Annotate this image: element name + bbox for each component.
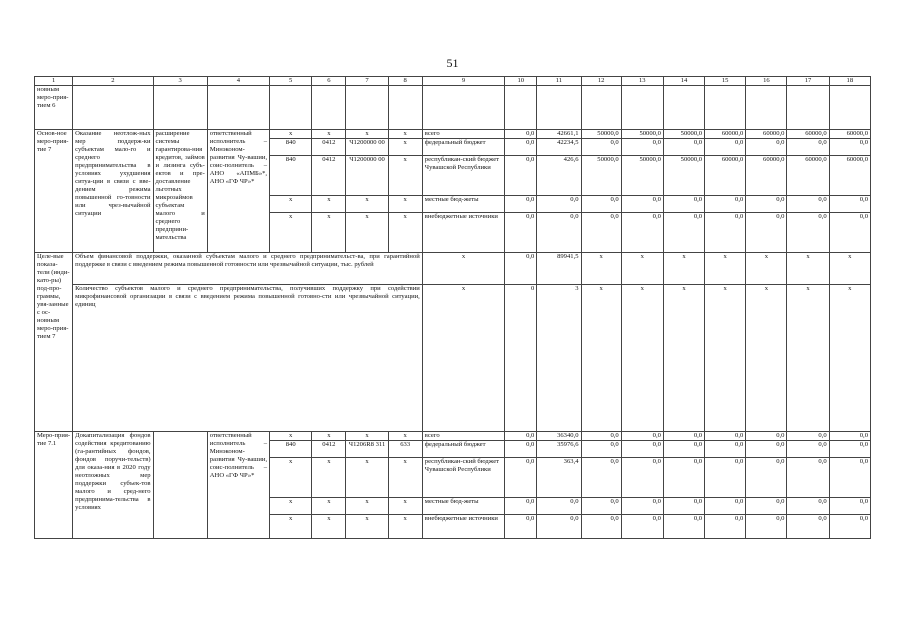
code-cell: x — [312, 458, 346, 498]
value-cell: 0,0 — [505, 515, 537, 539]
activity-goal: расширение системы гарантирова-ния кредитов, займов и лизинга субъ-ектов и пре-доставление льготных микрозаймов субъектам малого и среднего предприни-мательства — [153, 130, 207, 253]
code-cell: 840 — [270, 156, 312, 196]
activity-executor: ответственный исполнитель – Минэконом-развития Чу-вашии, соис-полнитель – АНО «ГФ ЧР»* — [207, 432, 269, 539]
value-cell: 426,6 — [537, 156, 581, 196]
header-cell: 17 — [787, 77, 829, 86]
funding-source: всего — [422, 130, 504, 139]
value-cell: 60000,0 — [829, 156, 870, 196]
code-cell: x — [346, 432, 388, 441]
code-cell: x — [388, 515, 422, 539]
code-cell: x — [312, 213, 346, 253]
value-cell: 0,0 — [581, 196, 621, 213]
value-cell: 0,0 — [829, 458, 870, 498]
continuation-row — [35, 86, 871, 130]
value-cell: 0,0 — [505, 130, 537, 139]
code-cell: 840 — [270, 441, 312, 458]
value-cell: 0,0 — [581, 139, 621, 156]
header-cell: 7 — [346, 77, 388, 86]
value-cell: 0,0 — [705, 441, 746, 458]
value-cell: 36340,0 — [537, 432, 581, 441]
target-value: 89941,5 — [537, 253, 581, 285]
value-cell: 0,0 — [621, 515, 663, 539]
code-cell: x — [346, 515, 388, 539]
header-cell: 5 — [270, 77, 312, 86]
value-cell: 0,0 — [505, 213, 537, 253]
activity-executor: ответственный исполнитель – Минэконом-развития Чу-вашии, соис-полнитель – АНО «АПМБ»*, АНО «ГФ ЧР»* — [207, 130, 269, 253]
value-cell: 50000,0 — [663, 156, 704, 196]
value-cell: 0,0 — [829, 213, 870, 253]
value-cell: 0,0 — [581, 432, 621, 441]
value-cell: 0,0 — [505, 139, 537, 156]
funding-source: местные бюд-жеты — [422, 498, 504, 515]
code-cell: x — [270, 213, 312, 253]
value-cell: 0,0 — [746, 139, 787, 156]
header-cell: 9 — [422, 77, 504, 86]
value-cell: 0,0 — [663, 432, 704, 441]
funding-source: федеральный бюджет — [422, 441, 504, 458]
value-cell: 0,0 — [537, 196, 581, 213]
target-value: 0 — [505, 285, 537, 432]
code-cell: x — [388, 213, 422, 253]
value-cell: 0,0 — [537, 498, 581, 515]
code-cell: x — [346, 458, 388, 498]
value-cell: 0,0 — [537, 213, 581, 253]
activity-title: Оказание неотлож-ных мер поддерж-ки субъектам мало-го и среднего предпринимательства в условиях ухудшения ситуа-ции в связи с вве-дением режима повышенной го-товности или чрез-вычайной ситуации — [73, 130, 153, 253]
header-row — [35, 77, 871, 86]
target-value: x — [581, 285, 621, 432]
code-cell: x — [270, 196, 312, 213]
header-cell: 10 — [505, 77, 537, 86]
target-value: x — [787, 285, 829, 432]
header-cell: 2 — [73, 77, 153, 86]
value-cell: 363,4 — [537, 458, 581, 498]
funding-source: республикан-ский бюджет Чувашской Республики — [422, 458, 504, 498]
code-cell: 633 — [388, 441, 422, 458]
value-cell: 50000,0 — [621, 130, 663, 139]
code-cell: x — [346, 498, 388, 515]
target-text: Объем финансовой поддержки, оказанной субъектам малого и среднего предпринимательст-ва, при гарантийной поддержке в связи с введением режима повышенной готовности или чрезвычайной ситуации, тыс. рублей — [73, 253, 423, 285]
target-c9: x — [422, 253, 504, 285]
value-cell: 0,0 — [621, 458, 663, 498]
activity-code: Основ-ное меро-прия-тие 7 — [35, 130, 73, 253]
code-cell: x — [312, 130, 346, 139]
value-cell: 0,0 — [829, 196, 870, 213]
target-value: x — [829, 253, 870, 285]
value-cell: 0,0 — [663, 458, 704, 498]
code-cell: x — [388, 498, 422, 515]
value-cell: 0,0 — [746, 498, 787, 515]
funding-source: федеральный бюджет — [422, 139, 504, 156]
value-cell: 60000,0 — [746, 156, 787, 196]
value-cell: 50000,0 — [663, 130, 704, 139]
value-cell: 0,0 — [746, 213, 787, 253]
funding-source: внебюджетные источники — [422, 515, 504, 539]
value-cell: 35976,6 — [537, 441, 581, 458]
funding-source: республикан-ский бюджет Чувашской Республики — [422, 156, 504, 196]
funding-source: всего — [422, 432, 504, 441]
value-cell: 0,0 — [746, 196, 787, 213]
target-value: x — [663, 253, 704, 285]
code-cell: x — [312, 432, 346, 441]
page-number: 51 — [446, 56, 459, 70]
code-cell: x — [388, 130, 422, 139]
code-cell: x — [270, 458, 312, 498]
header-cell: 16 — [746, 77, 787, 86]
value-cell: 0,0 — [829, 139, 870, 156]
code-cell: x — [312, 498, 346, 515]
value-cell: 0,0 — [787, 441, 829, 458]
value-cell: 0,0 — [705, 498, 746, 515]
code-cell: x — [312, 196, 346, 213]
value-cell: 0,0 — [581, 213, 621, 253]
value-cell: 0,0 — [621, 139, 663, 156]
header-cell: 12 — [581, 77, 621, 86]
value-cell: 0,0 — [746, 441, 787, 458]
code-cell: x — [388, 458, 422, 498]
code-cell: x — [270, 498, 312, 515]
activity-code: Меро-прия-тие 7.1 — [35, 432, 73, 539]
target-value: x — [705, 285, 746, 432]
header-cell: 1 — [35, 77, 73, 86]
code-cell: 0412 — [312, 156, 346, 196]
value-cell: 60000,0 — [787, 156, 829, 196]
value-cell: 0,0 — [829, 515, 870, 539]
value-cell: 0,0 — [581, 458, 621, 498]
value-cell: 0,0 — [787, 139, 829, 156]
value-cell: 42234,5 — [537, 139, 581, 156]
funding-source: местные бюд-жеты — [422, 196, 504, 213]
funding-row — [35, 432, 871, 441]
header-cell: 11 — [537, 77, 581, 86]
targets-label: Целе-вые показа-тели (инди-като-ры) под-про-граммы, увя-занные с ос-новным меро-прия-тием 7 — [35, 253, 73, 432]
header-cell: 8 — [388, 77, 422, 86]
code-cell: Ч1206R8 311 — [346, 441, 388, 458]
value-cell: 0,0 — [621, 432, 663, 441]
value-cell: 0,0 — [787, 213, 829, 253]
header-cell: 3 — [153, 77, 207, 86]
code-cell: x — [270, 432, 312, 441]
value-cell: 0,0 — [663, 498, 704, 515]
target-value: x — [663, 285, 704, 432]
header-cell: 15 — [705, 77, 746, 86]
value-cell: 0,0 — [621, 441, 663, 458]
target-value: 0,0 — [505, 253, 537, 285]
code-cell: x — [346, 130, 388, 139]
code-cell: x — [346, 196, 388, 213]
value-cell: 0,0 — [705, 432, 746, 441]
value-cell: 0,0 — [787, 432, 829, 441]
code-cell: x — [346, 213, 388, 253]
continuation-label: новным меро-прия-тием 6 — [35, 86, 73, 130]
target-c9: x — [422, 285, 504, 432]
value-cell: 0,0 — [663, 515, 704, 539]
value-cell: 0,0 — [705, 458, 746, 498]
target-value: x — [787, 253, 829, 285]
value-cell: 0,0 — [705, 213, 746, 253]
value-cell: 42661,1 — [537, 130, 581, 139]
target-value: x — [705, 253, 746, 285]
value-cell: 60000,0 — [787, 130, 829, 139]
value-cell: 0,0 — [621, 196, 663, 213]
funding-source: внебюджетные источники — [422, 213, 504, 253]
value-cell: 0,0 — [663, 441, 704, 458]
value-cell: 0,0 — [663, 196, 704, 213]
header-cell: 13 — [621, 77, 663, 86]
value-cell: 50000,0 — [581, 156, 621, 196]
value-cell: 0,0 — [621, 213, 663, 253]
code-cell: x — [388, 139, 422, 156]
target-value: x — [746, 253, 787, 285]
value-cell: 0,0 — [505, 498, 537, 515]
value-cell: 0,0 — [505, 458, 537, 498]
header-cell: 6 — [312, 77, 346, 86]
value-cell: 60000,0 — [705, 130, 746, 139]
code-cell: x — [388, 156, 422, 196]
target-text: Количество субъектов малого и среднего предпринимательства, получивших поддержку при содействии микрофинансовой организации в связи с введением режима повышенной готовно-сти или чрезвычайной ситуации, единиц — [73, 285, 423, 432]
value-cell: 0,0 — [663, 139, 704, 156]
value-cell: 0,0 — [581, 515, 621, 539]
code-cell: x — [388, 196, 422, 213]
value-cell: 0,0 — [829, 441, 870, 458]
target-value: x — [621, 285, 663, 432]
value-cell: 0,0 — [505, 156, 537, 196]
value-cell: 0,0 — [746, 432, 787, 441]
value-cell: 0,0 — [829, 498, 870, 515]
funding-row — [35, 130, 871, 139]
header-cell: 14 — [663, 77, 704, 86]
value-cell: 0,0 — [829, 432, 870, 441]
header-cell: 18 — [829, 77, 870, 86]
value-cell: 0,0 — [787, 458, 829, 498]
target-value: x — [746, 285, 787, 432]
code-cell: Ч1200000 00 — [346, 156, 388, 196]
target-row — [35, 285, 871, 432]
activity-title: Докапитализация фондов содействия кредитованию (га-рантийных фондов, фондов поручи-тельств) для оказа-ния в 2020 году неотложных мер поддержки субъек-тов малого и сред-него предпринима-тельства в условиях — [73, 432, 153, 539]
value-cell: 0,0 — [746, 458, 787, 498]
value-cell: 0,0 — [705, 515, 746, 539]
value-cell: 0,0 — [581, 441, 621, 458]
value-cell: 0,0 — [746, 515, 787, 539]
target-row — [35, 253, 871, 285]
target-value: x — [581, 253, 621, 285]
value-cell: 0,0 — [505, 196, 537, 213]
code-cell: 840 — [270, 139, 312, 156]
value-cell: 50000,0 — [581, 130, 621, 139]
value-cell: 0,0 — [787, 196, 829, 213]
value-cell: 60000,0 — [705, 156, 746, 196]
value-cell: 0,0 — [621, 498, 663, 515]
value-cell: 0,0 — [505, 441, 537, 458]
code-cell: Ч1200000 00 — [346, 139, 388, 156]
header-cell: 4 — [207, 77, 269, 86]
value-cell: 60000,0 — [746, 130, 787, 139]
value-cell: 0,0 — [663, 213, 704, 253]
value-cell: 0,0 — [505, 432, 537, 441]
activity-goal — [153, 432, 207, 539]
value-cell: 0,0 — [705, 196, 746, 213]
value-cell: 0,0 — [787, 498, 829, 515]
budget-table — [34, 76, 871, 539]
code-cell: 0412 — [312, 441, 346, 458]
target-value: 3 — [537, 285, 581, 432]
target-value: x — [829, 285, 870, 432]
value-cell: 50000,0 — [621, 156, 663, 196]
code-cell: x — [388, 432, 422, 441]
code-cell: x — [312, 515, 346, 539]
target-value: x — [621, 253, 663, 285]
value-cell: 0,0 — [581, 498, 621, 515]
code-cell: x — [270, 130, 312, 139]
code-cell: x — [270, 515, 312, 539]
code-cell: 0412 — [312, 139, 346, 156]
value-cell: 60000,0 — [829, 130, 870, 139]
value-cell: 0,0 — [705, 139, 746, 156]
value-cell: 0,0 — [787, 515, 829, 539]
value-cell: 0,0 — [537, 515, 581, 539]
